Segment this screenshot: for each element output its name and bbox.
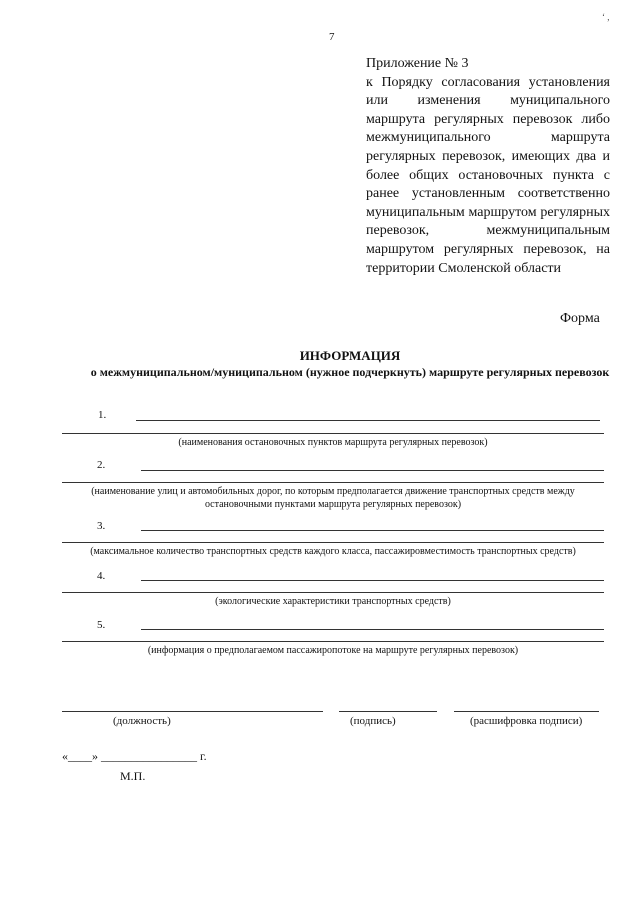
heading-subtitle: о межмуниципальном/муниципальном (нужное подчеркнуть) маршруте регулярных перевозок: [90, 365, 610, 379]
stamp-label: М.П.: [120, 769, 146, 783]
item-4-caption: (экологические характеристики транспортных средств): [215, 596, 451, 607]
signature-caption: (подпись): [350, 715, 396, 727]
item-2-fill-line[interactable]: [141, 470, 604, 471]
transcript-line[interactable]: [454, 711, 599, 712]
item-1-number: 1.: [98, 409, 107, 421]
transcript-caption: (расшифровка подписи): [470, 715, 583, 727]
item-2-number: 2.: [97, 459, 106, 471]
item-1-caption: (наименования остановочных пунктов маршрута регулярных перевозок): [178, 437, 488, 448]
annex-block: [366, 55, 610, 278]
item-5-caption: (информация о предполагаемом пассажиропотоке на маршруте регулярных перевозок): [147, 645, 519, 656]
annex-body: к Порядку согласования установления или изменения муниципального маршрута регулярных перевозок либо межмуниципального маршрута регулярных перевозок, имеющих два и более общих остановочных пункта с ранее установленным соответственно муниципальным маршрутом регулярных перевозок, межмуниципальным маршрутом регулярных перевозок, на территории Смоленской области: [366, 74, 610, 276]
position-caption: (должность): [113, 715, 171, 727]
item-3-caption: (максимальное количество транспортных средств каждого класса, пассажировместимость транспортных средств): [90, 546, 576, 557]
item-3-fill-line-2[interactable]: [62, 542, 604, 543]
item-2-caption: (наименование улиц и автомобильных дорог, по которым предполагается движение транспортных средств между остановочными пунктами маршрута регулярных перевозок): [91, 486, 575, 510]
form-label: Форма: [560, 311, 600, 326]
item-3-number: 3.: [97, 520, 106, 532]
item-2-fill-line-2[interactable]: [62, 482, 604, 483]
position-line[interactable]: [62, 711, 323, 712]
corner-mark: ‘ ,: [602, 12, 610, 22]
item-3-fill-line[interactable]: [141, 530, 604, 531]
annex-title: Приложение № 3: [366, 56, 469, 71]
item-4-number: 4.: [97, 570, 106, 582]
signature-line[interactable]: [339, 711, 437, 712]
item-1-fill-line-2[interactable]: [62, 433, 604, 434]
item-5-fill-line[interactable]: [141, 629, 604, 630]
date-line[interactable]: «____» ________________ г.: [62, 749, 207, 763]
document-heading: [90, 348, 610, 380]
page-number: 7: [329, 31, 335, 43]
item-5-number: 5.: [97, 619, 106, 631]
item-5-fill-line-2[interactable]: [62, 641, 604, 642]
item-1-fill-line[interactable]: [136, 420, 600, 421]
item-4-fill-line-2[interactable]: [62, 592, 604, 593]
item-4-fill-line[interactable]: [141, 580, 604, 581]
heading-title: ИНФОРМАЦИЯ: [299, 348, 401, 363]
